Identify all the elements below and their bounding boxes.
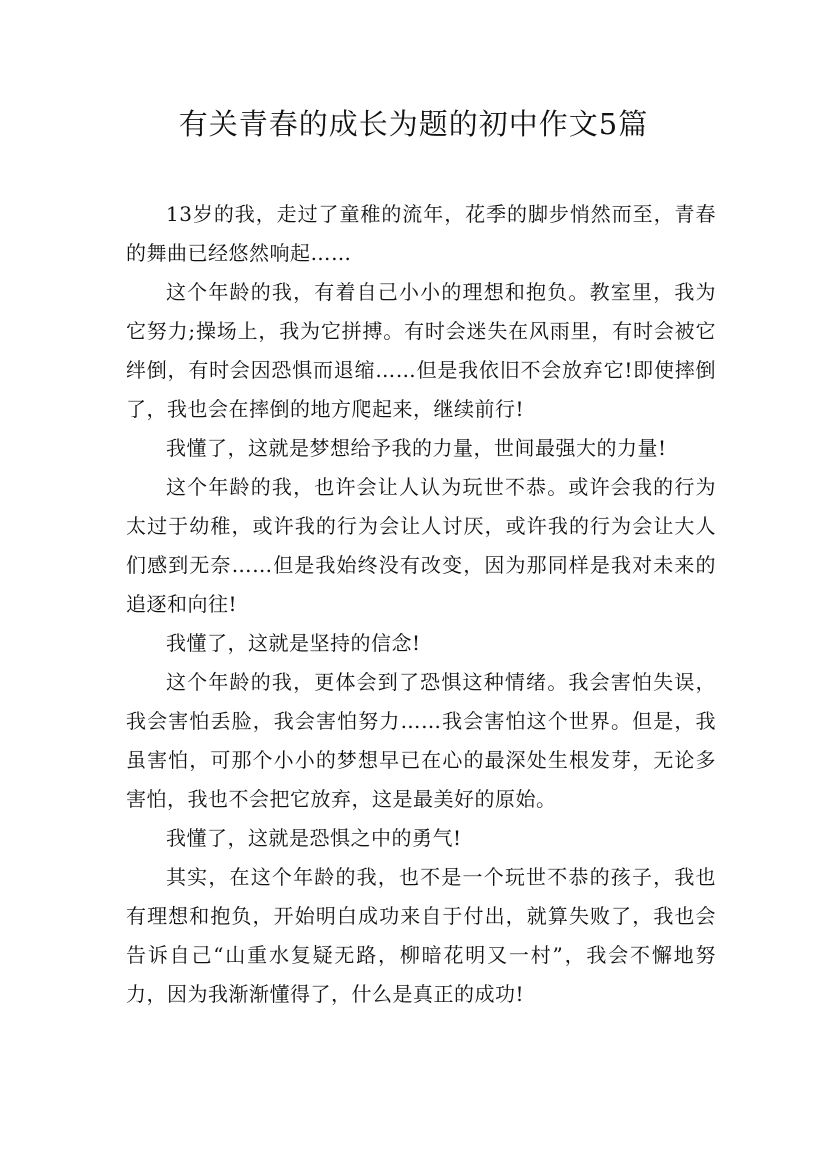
paragraph-8: 其实，在这个年龄的我，也不是一个玩世不恭的孩子，我也有理想和抱负，开始明白成功来自于付出，就算失败了，我也会告诉自己“山重水复疑无路，柳暗花明又一村”，我会不懈地努力，因为我渐渐懂得了，什么是真正的成功! [126,865,716,1006]
document-body [126,195,716,1014]
paragraph-1: 13岁的我，走过了童稚的流年，花季的脚步悄然而至，青春的舞曲已经悠然响起…… [126,202,716,265]
paragraph-3: 我懂了，这就是梦想给予我的力量，世间最强大的力量! [166,436,667,460]
paragraph-7: 我懂了，这就是恐惧之中的勇气! [166,826,462,850]
paragraph-5: 我懂了，这就是坚持的信念! [166,631,421,655]
paragraph-2: 这个年龄的我，有着自己小小的理想和抱负。教室里，我为它努力;操场上，我为它拼搏。有时会迷失在风雨里，有时会被它绊倒，有时会因恐惧而退缩……但是我依旧不会放弃它!即使摔倒了，我也会在摔倒的地方爬起来，继续前行! [126,280,716,421]
paragraph-6: 这个年龄的我，更体会到了恐惧这种情绪。我会害怕失误，我会害怕丢脸，我会害怕努力……我会害怕这个世界。但是，我虽害怕，可那个小小的梦想早已在心的最深处生根发芽，无论多害怕，我也不会把它放弃，这是最美好的原始。 [126,670,716,811]
paragraph-4: 这个年龄的我，也许会让人认为玩世不恭。或许会我的行为太过于幼稚，或许我的行为会让人讨厌，或许我的行为会让大人们感到无奈……但是我始终没有改变，因为那同样是我对未来的追逐和向往! [126,475,716,616]
document-title: 有关青春的成长为题的初中作文5篇 [178,107,649,141]
